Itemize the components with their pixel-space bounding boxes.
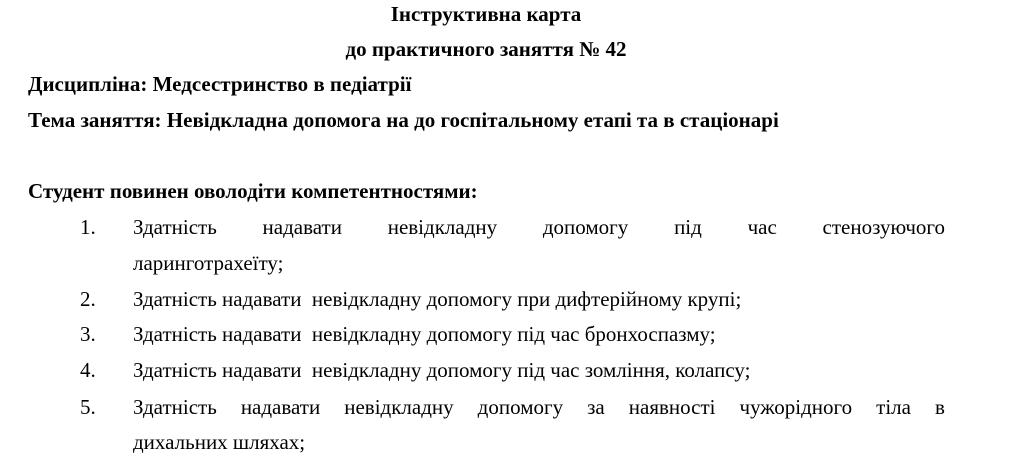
list-item-number: 5.	[80, 395, 96, 419]
word: Здатність	[133, 395, 217, 419]
word: невідкладну	[387, 215, 498, 239]
list-item-text: Здатність надавати невідкладну допомогу під час бронхоспазму;	[133, 322, 716, 346]
topic-line: Тема заняття: Невідкладна допомога на до госпітальному етапі та в стаціонарі	[28, 108, 779, 132]
word: час	[747, 215, 777, 239]
list-item-number: 2.	[80, 287, 96, 311]
word: стенозуючого	[822, 215, 945, 239]
list-item-number: 4.	[80, 358, 96, 382]
word: надавати	[240, 395, 321, 419]
word: допомогу	[477, 395, 564, 419]
discipline-line: Дисципліна: Медсестринство в педіатрії	[28, 72, 412, 96]
word: надавати	[262, 215, 342, 239]
word: наявності	[628, 395, 716, 419]
word: Здатність	[133, 215, 217, 239]
list-item-text: Здатність надавати невідкладну допомогу під час зомління, колапсу;	[133, 358, 751, 382]
list-item-text	[133, 214, 945, 240]
list-item-continuation: ларинготрахеїту;	[133, 251, 284, 275]
document-title: Інструктивна карта	[390, 2, 582, 26]
word: невідкладну	[344, 395, 454, 419]
document-subtitle: до практичного заняття № 42	[345, 37, 627, 61]
list-item-continuation: дихальних шляхах;	[133, 430, 306, 454]
word: тіла	[876, 395, 911, 419]
word: допомогу	[542, 215, 629, 239]
list-item-text	[133, 394, 945, 420]
word: в	[934, 395, 945, 419]
list-item-number: 1.	[80, 215, 96, 239]
word: за	[587, 395, 605, 419]
word: під	[674, 215, 702, 239]
competencies-heading: Студент повинен оволодіти компетентностями:	[28, 179, 478, 203]
list-item-number: 3.	[80, 322, 96, 346]
list-item-text: Здатність надавати невідкладну допомогу при дифтерійному крупі;	[133, 287, 742, 311]
word: чужорідного	[739, 395, 853, 419]
